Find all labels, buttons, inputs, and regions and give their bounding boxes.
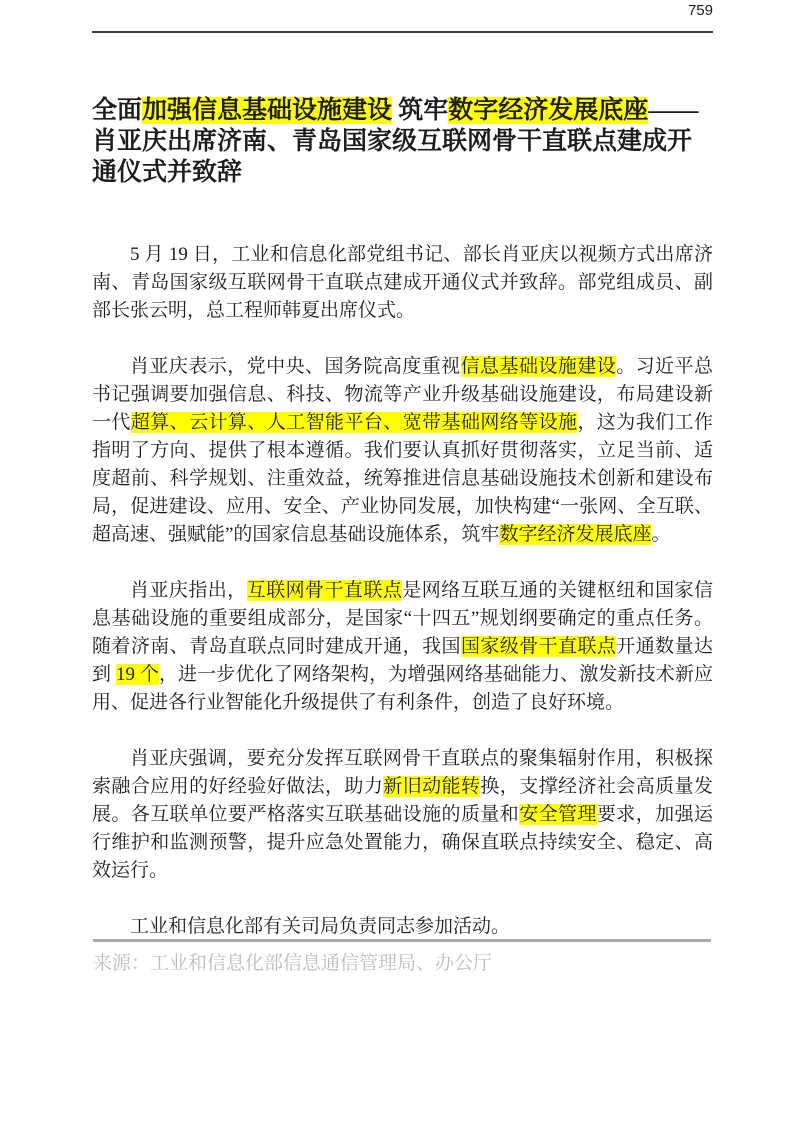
text-run: 。习近平总书记强调要加强信息、科技、物流等产业升级基础设施建设，布局建设新一代 [92, 356, 713, 433]
highlighted-text: 加强信息基础设施建设 [142, 97, 393, 124]
paragraph [92, 241, 713, 325]
text-run: 开通数量达到 [92, 636, 713, 685]
paragraph [92, 913, 713, 941]
text-run: 工业和信息化部有关司局负责同志参加活动。 [130, 916, 511, 937]
paragraph [92, 745, 713, 885]
text-run: ，这为我们工作指明了方向、提供了根本遵循。我们要认真抓好贯彻落实，立足当前、适度超前、科学规划、注重效益，统筹推进信息基础设施技术创新和建设布局，促进建设、应用、安全、产业协同发展，加快构建“一张网、全互联、超高速、强赋能”的国家信息基础设施体系，筑牢 [92, 412, 713, 545]
text-run: 肖亚庆表示，党中央、国务院高度重视 [130, 356, 461, 377]
paragraph [92, 577, 713, 717]
highlighted-text: 信息基础设施建设 [460, 356, 617, 377]
article [92, 0, 713, 941]
text-run: 是网络互联互通的关键枢纽和国家信息基础设施的重要组成部分，是国家“十四五”规划纲要确定的重点任务。随着济南、青岛直联点同时建成开通，我国 [92, 580, 713, 657]
highlighted-text: 安全管理 [519, 804, 597, 825]
article-body [92, 241, 713, 941]
page-number: 759 [687, 2, 713, 19]
highlighted-text: 新旧动能转 [383, 776, 481, 797]
source-attribution: 来源：工业和信息化部信息通信管理局、办公厅 [93, 953, 493, 974]
footer-rule [93, 939, 711, 942]
text-run: ——肖亚庆出席济南、青岛国家级互联网骨干直联点建成开通仪式并致辞 [92, 97, 699, 186]
highlighted-text: 超算、云计算、人工智能平台、宽带基础网络等设施 [130, 412, 578, 433]
text-run: 肖亚庆强调，要充分发挥互联网骨干直联点的聚集辐射作用，积极探索融合应用的好经验好做法，助力 [92, 748, 713, 797]
text-run: 。 [651, 524, 671, 545]
text-run: 全面 [92, 97, 143, 124]
article-title [92, 95, 713, 188]
text-run: 筑牢 [392, 97, 449, 124]
text-run: 肖亚庆指出， [130, 580, 247, 601]
highlighted-text: 互联网骨干直联点 [246, 580, 403, 601]
highlighted-text: 国家级骨干直联点 [460, 636, 617, 657]
text-run: 换，支撑经济社会高质量发展。各互联单位要严格落实互联基础设施的质量和 [92, 776, 713, 825]
text-run: 5 月 19 日，工业和信息化部党组书记、部长肖亚庆以视频方式出席济南、青岛国家级互联网骨干直联点建成开通仪式并致辞。部党组成员、副部长张云明，总工程师韩夏出席仪式。 [92, 244, 713, 321]
text-run: 要求，加强运行维护和监测预警，提升应急处置能力，确保直联点持续安全、稳定、高效运行。 [92, 804, 713, 881]
highlighted-text: 19 个 [115, 664, 159, 685]
paragraph [92, 353, 713, 549]
highlighted-text: 数字经济发展底座 [448, 97, 649, 124]
text-run: ，进一步优化了网络架构，为增强网络基础能力、激发新技术新应用、促进各行业智能化升级提供了有利条件，创造了良好环境。 [92, 664, 713, 713]
highlighted-text: 数字经济发展底座 [499, 524, 652, 545]
